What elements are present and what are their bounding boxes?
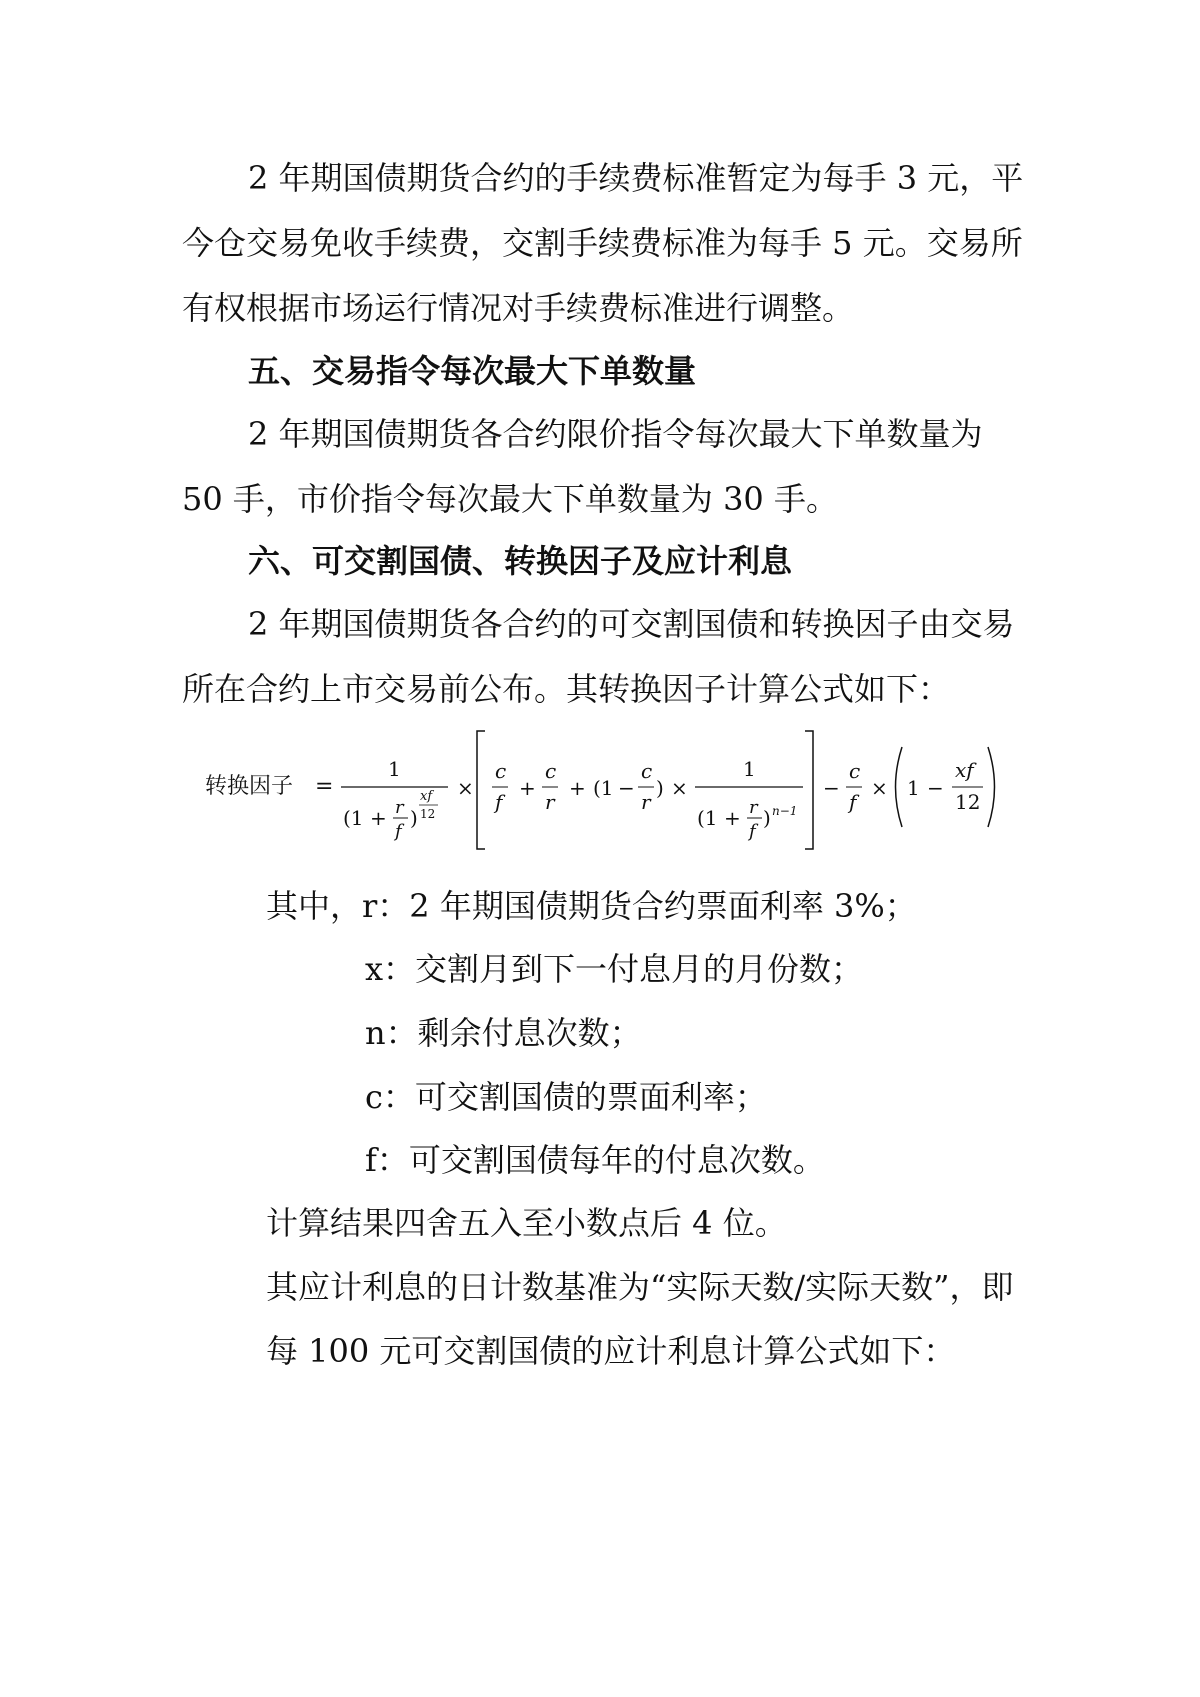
svg-text:): ) bbox=[656, 776, 664, 800]
svg-text:−: − bbox=[823, 776, 840, 800]
svg-text:1: 1 bbox=[743, 757, 756, 781]
svg-text:×: × bbox=[671, 776, 688, 800]
rounding-note: 计算结果四舍五入至小数点后 4 位。 bbox=[266, 1204, 787, 1242]
svg-text:xf: xf bbox=[955, 758, 974, 782]
paragraph-order-line-1: 2 年期国债期货各合约限价指令每次最大下单数量为 bbox=[248, 415, 983, 453]
svg-text:1: 1 bbox=[907, 776, 920, 800]
svg-text:c: c bbox=[495, 759, 507, 783]
svg-text:): ) bbox=[763, 806, 771, 830]
definition-n: n：剩余付息次数； bbox=[365, 1014, 642, 1052]
accrued-interest-line-1: 其应计利息的日计数基准为“实际天数/实际天数”，即 bbox=[266, 1268, 1014, 1306]
svg-text:r: r bbox=[641, 790, 651, 814]
svg-text:c: c bbox=[849, 759, 861, 783]
svg-text:−: − bbox=[927, 776, 944, 800]
svg-text:(1: (1 bbox=[593, 776, 614, 800]
svg-text:r: r bbox=[395, 797, 404, 818]
paragraph-fee-line-2: 今仓交易免收手续费，交割手续费标准为每手 5 元。交易所 bbox=[182, 224, 1023, 262]
svg-text:r: r bbox=[545, 790, 555, 814]
svg-text:c: c bbox=[641, 759, 653, 783]
paragraph-fee-line-3: 有权根据市场运行情况对手续费标准进行调整。 bbox=[182, 289, 855, 327]
formula-lhs: 转换因子 bbox=[205, 774, 294, 799]
svg-text:+: + bbox=[724, 806, 741, 830]
section-heading-order-limit: 五、交易指令每次最大下单数量 bbox=[248, 352, 697, 390]
svg-text:12: 12 bbox=[955, 790, 981, 814]
svg-text:f: f bbox=[395, 821, 402, 842]
svg-text:f: f bbox=[495, 790, 503, 814]
formula-paren-open-1: (1 bbox=[343, 806, 364, 830]
paragraph-order-line-2: 50 手，市价指令每次最大下单数量为 30 手。 bbox=[182, 480, 838, 518]
svg-text:12: 12 bbox=[420, 807, 436, 821]
formula-equals: = bbox=[315, 774, 334, 799]
definition-f: f：可交割国债每年的付息次数。 bbox=[365, 1141, 825, 1179]
svg-text:+: + bbox=[370, 806, 387, 830]
section-heading-deliverable-bonds: 六、可交割国债、转换因子及应计利息 bbox=[248, 542, 793, 580]
formula-numerator-one: 1 bbox=[388, 757, 401, 781]
svg-text:(1: (1 bbox=[697, 806, 718, 830]
accrued-interest-line-2: 每 100 元可交割国债的应计利息计算公式如下： bbox=[266, 1332, 956, 1370]
paragraph-deliverable-line-1: 2 年期国债期货各合约的可交割国债和转换因子由交易 bbox=[248, 605, 1015, 643]
svg-text:): ) bbox=[410, 806, 418, 830]
svg-text:+: + bbox=[519, 776, 536, 800]
definition-x: x：交割月到下一付息月的月份数； bbox=[365, 950, 864, 988]
formula-exponent-n-minus-1: n−1 bbox=[772, 804, 798, 818]
formula-exponent-xf: xf bbox=[420, 789, 433, 804]
svg-text:+: + bbox=[569, 776, 586, 800]
svg-text:−: − bbox=[618, 776, 635, 800]
svg-text:f: f bbox=[749, 821, 756, 842]
svg-text:×: × bbox=[457, 776, 474, 800]
svg-text:r: r bbox=[749, 797, 758, 818]
svg-text:c: c bbox=[545, 759, 557, 783]
definition-r: 其中，r：2 年期国债期货合约票面利率 3%； bbox=[266, 887, 917, 925]
paragraph-deliverable-line-2: 所在合约上市交易前公布。其转换因子计算公式如下： bbox=[182, 670, 951, 708]
definition-c: c：可交割国债的票面利率； bbox=[365, 1078, 767, 1116]
svg-text:f: f bbox=[849, 790, 857, 814]
conversion-factor-formula bbox=[205, 725, 1005, 855]
paragraph-fee-line-1: 2 年期国债期货合约的手续费标准暂定为每手 3 元，平 bbox=[248, 159, 1024, 197]
svg-text:×: × bbox=[871, 776, 888, 800]
